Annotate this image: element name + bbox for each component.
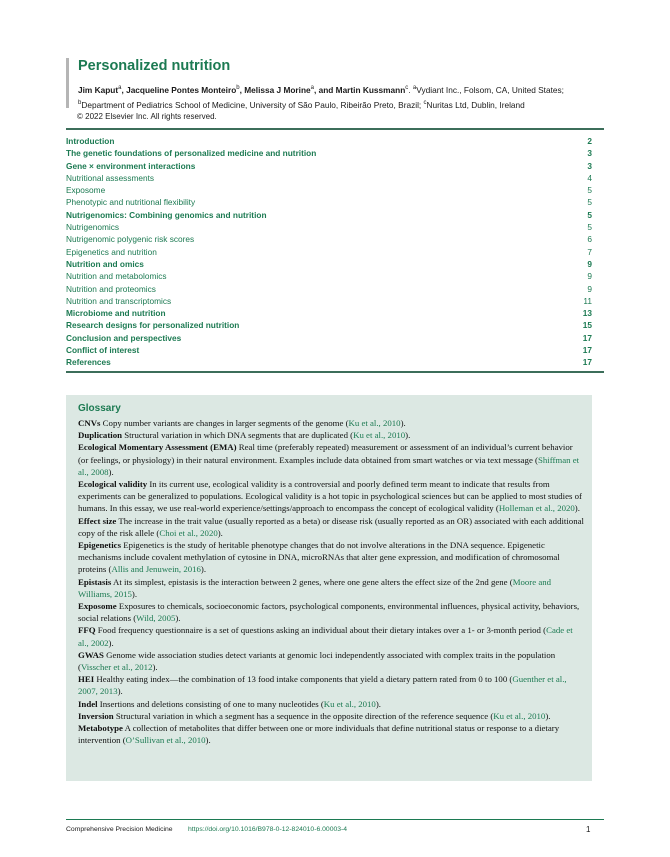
glossary-definition: Food frequency questionnaire is a set of questions asking an individual about their dietary intakes over a 1- or 3-month period ( <box>95 625 547 636</box>
glossary-entry <box>78 722 584 746</box>
citation-link[interactable]: Cade et al., 2002 <box>78 625 573 648</box>
citation-link[interactable]: Allis and Jenuwein, 2016 <box>111 564 201 575</box>
toc-entry[interactable] <box>66 172 592 184</box>
glossary-definition: A collection of metabolites that differ between one or more individuals that define nutritional status or response to a dietary intervention ( <box>78 723 560 746</box>
toc-entry[interactable] <box>66 270 592 282</box>
glossary-entry <box>78 673 584 697</box>
toc-entry-label: Nutrition and proteomics <box>66 283 156 294</box>
glossary-definition: Healthy eating index—the combination of 13 food intake components that yield a dietary pattern rated from 0 to 100 ( <box>94 674 513 685</box>
glossary-definition: Structural variation in which DNA segments that are duplicated ( <box>122 430 354 441</box>
toc-entry[interactable] <box>66 221 592 233</box>
toc-entry-label: Conclusion and perspectives <box>66 332 182 343</box>
doi-link[interactable]: https://doi.org/10.1016/B978-0-12-824010-6.00003-4 <box>188 826 348 833</box>
author-list <box>78 82 598 112</box>
glossary-term: Epigenetics <box>78 540 122 551</box>
citation-link[interactable]: Shiffman et al., 2008 <box>78 454 580 477</box>
toc-entry-page: 17 <box>582 345 592 356</box>
glossary-entry <box>78 539 584 576</box>
affiliation-mark: b <box>236 85 240 91</box>
toc-entry[interactable] <box>66 307 592 319</box>
glossary-definition: Exposures to chemicals, socioeconomic factors, psychological components, environmental influences, physical activity, behaviors, social relations ( <box>78 601 580 624</box>
toc-entry-page: 5 <box>587 197 592 208</box>
glossary-entry <box>78 698 584 710</box>
toc-entry-label: Phenotypic and nutritional flexibility <box>66 197 196 208</box>
toc-entry[interactable] <box>66 209 592 221</box>
toc-entry[interactable] <box>66 233 592 245</box>
affiliation-mark: b <box>78 99 82 106</box>
citation-link[interactable]: Visscher et al., 2012 <box>80 662 153 673</box>
glossary-definition-end: ). <box>405 430 411 441</box>
toc-entry-label: Nutrigenomics: Combining genomics and nutrition <box>66 209 267 220</box>
glossary-entry <box>78 710 584 722</box>
toc-bottom-rule <box>66 371 604 373</box>
toc-entry[interactable] <box>66 319 592 331</box>
affiliation-text: Department of Pediatrics School of Medicine, University of São Paulo, Ribeirão Preto, Brazil; <box>81 99 424 110</box>
glossary-definition: The increase in the trait value (usually reported as a beta) or disease risk (usually reported as an OR) associated with each additional copy of the risk allele ( <box>78 515 584 538</box>
affiliation-text: Nuritas Ltd, Dublin, Ireland <box>426 99 525 110</box>
toc-entry-label: Conflict of interest <box>66 345 140 356</box>
author-separator: , <box>239 84 245 95</box>
toc-entry-page: 4 <box>587 172 592 183</box>
toc-entry-page: 6 <box>587 234 592 245</box>
glossary-term: Inversion <box>78 710 114 721</box>
glossary-entry <box>78 600 584 624</box>
glossary-definition: Insertions and deletions consisting of one to many nucleotides ( <box>97 698 324 709</box>
toc-entry[interactable] <box>66 295 592 307</box>
glossary-definition-end: ). <box>200 564 207 575</box>
toc-entry-label: Nutrition and metabolomics <box>66 271 167 282</box>
toc-entry[interactable] <box>66 258 592 270</box>
affiliation-mark: a <box>310 85 314 91</box>
toc-entry[interactable] <box>66 147 592 159</box>
glossary-definition: Genome wide association studies detect variants at genomic loci independently associated with complex traits in the population ( <box>78 649 556 673</box>
glossary-term: Ecological validity <box>78 479 148 490</box>
toc-entry-page: 3 <box>587 160 592 171</box>
citation-link[interactable]: Choi et al., 2020 <box>159 527 218 538</box>
citation-link[interactable]: O’Sullivan et al., 2010 <box>125 735 206 746</box>
affiliation-mark: a <box>412 85 417 91</box>
toc-entry-page: 5 <box>587 209 592 220</box>
glossary-term: CNVs <box>78 418 101 428</box>
toc-entry-label: Epigenetics and nutrition <box>66 246 157 257</box>
toc-entry-page: 9 <box>587 283 592 294</box>
header-accent-bar <box>66 58 69 108</box>
citation-link[interactable]: Ku et al., 2010 <box>353 430 406 441</box>
toc-entry-page: 7 <box>587 246 592 257</box>
author-name: Jim Kaput <box>78 84 119 95</box>
copyright-notice: © 2022 Elsevier Inc. All rights reserved. <box>77 112 217 121</box>
page-number: 1 <box>586 825 591 834</box>
glossary-entry <box>78 649 584 673</box>
glossary-definition-end: ). <box>175 613 181 624</box>
citation-link[interactable]: Moore and Williams, 2015 <box>78 576 552 599</box>
toc-entry-page: 9 <box>587 271 592 282</box>
glossary-entry <box>78 441 584 478</box>
toc-entry-label: Nutrition and omics <box>66 258 144 269</box>
toc-entry[interactable] <box>66 283 592 295</box>
glossary-entries <box>78 417 584 746</box>
toc-entry-page: 5 <box>587 185 592 196</box>
glossary-term: HEI <box>78 674 95 685</box>
glossary-definition-end: ). <box>117 686 123 697</box>
affiliation-mark: c <box>423 99 427 106</box>
glossary-entry <box>78 624 584 648</box>
author-name: Melissa J Morine <box>244 84 311 95</box>
glossary-entry <box>78 417 584 429</box>
glossary-definition-end: ). <box>131 588 138 599</box>
glossary-term: Ecological Momentary Assessment (EMA) <box>78 442 237 453</box>
article-header <box>66 58 606 110</box>
toc-entry[interactable] <box>66 184 592 196</box>
glossary-term: Effect size <box>78 515 117 526</box>
toc-entry-label: Nutrigenomics <box>66 222 120 233</box>
toc-entry[interactable] <box>66 135 592 147</box>
toc-entry-label: Exposome <box>66 185 106 196</box>
toc-entry-page: 17 <box>582 332 592 343</box>
glossary-definition-end: ). <box>217 527 223 538</box>
toc-entry-label: Introduction <box>66 136 115 146</box>
glossary-definition-end: ). <box>108 637 114 648</box>
glossary-term: GWAS <box>78 649 104 660</box>
citation-link[interactable]: Ku et al., 2010 <box>323 698 376 709</box>
toc-entry-label: Gene × environment interactions <box>66 160 196 171</box>
glossary-definition: In its current use, ecological validity is a controversial and poorly defined term meant to indicate that results from experiments can be generalized to populations. Ecological validity is a hot topic in psychological sciences but can be applied to most studies of humans. In this essay, we use real-world experience/settings/approach to encompass the concept of ecological validity ( <box>78 479 582 514</box>
glossary-term: Epistasis <box>78 576 112 587</box>
citation-link[interactable]: Guenther et al., 2007, 2013 <box>78 674 567 697</box>
footer-rule <box>66 819 604 820</box>
journal-name: Comprehensive Precision Medicine <box>66 826 173 833</box>
toc-entry[interactable] <box>66 332 592 344</box>
glossary-definition-end: ). <box>375 698 381 709</box>
glossary-definition-end: ). <box>152 662 158 673</box>
glossary-title: Glossary <box>78 403 121 414</box>
glossary-definition-end: ). <box>574 503 580 514</box>
glossary-term: Exposome <box>78 601 117 612</box>
glossary-entry <box>78 576 584 600</box>
author-name: Martin Kussmann <box>335 84 406 95</box>
glossary-definition-end: ). <box>205 735 211 746</box>
glossary-definition: Structural variation in which a segment has a sequence in the opposite direction of the reference sequence ( <box>113 710 494 721</box>
citation-link[interactable]: Holleman et al., 2020 <box>498 503 575 514</box>
glossary-definition: Epigenetics is the study of heritable phenotype changes that do not involve alterations in the DNA sequence. Epigenetic mechanisms include covalent methylation of cytosine in DNA, microRNAs that alter gene expression, and modification of chromosomal proteins ( <box>78 540 560 575</box>
toc-entry-label: Nutrigenomic polygenic risk scores <box>66 234 195 245</box>
toc-entry[interactable] <box>66 160 592 172</box>
author-separator: . <box>408 84 413 95</box>
table-of-contents <box>66 135 592 369</box>
glossary-definition-end: ). <box>108 466 114 477</box>
affiliation-mark: a <box>118 85 122 91</box>
toc-entry-label: References <box>66 357 111 368</box>
affiliation-mark: c <box>405 85 409 91</box>
toc-entry-label: The genetic foundations of personalized medicine and nutrition <box>66 148 317 159</box>
glossary-entry <box>78 515 584 539</box>
toc-entry-page: 3 <box>587 148 592 159</box>
glossary-definition-end: ). <box>545 710 551 721</box>
citation-link[interactable]: Ku et al., 2010 <box>348 418 401 428</box>
toc-entry-page: 2 <box>587 136 592 146</box>
affiliation-text: Vydiant Inc., Folsom, CA, United States; <box>416 84 564 95</box>
article-title: Personalized nutrition <box>78 58 231 74</box>
toc-entry-page: 9 <box>587 258 592 269</box>
author-separator: , and <box>313 84 336 95</box>
glossary-entry <box>78 429 584 441</box>
glossary-definition-end: ). <box>400 418 406 428</box>
toc-entry[interactable] <box>66 356 592 368</box>
author-name: Jacqueline Pontes Monteiro <box>126 84 237 95</box>
citation-link[interactable]: Ku et al., 2010 <box>493 710 546 721</box>
author-separator: , <box>121 84 127 95</box>
glossary-definition: Real time (preferably repeated) measurement or assessment of an individual’s current behavior (or feelings, or physiology) in their natural environment. Examples include data obtained from smart watches or via text message ( <box>78 442 573 465</box>
glossary-term: FFQ <box>78 625 96 636</box>
glossary-definition: At its simplest, epistasis is the interaction between 2 genes, where one gene alters the effect size of the 2nd gene ( <box>111 576 513 587</box>
toc-entry-page: 5 <box>587 222 592 233</box>
citation-link[interactable]: Wild, 2005 <box>136 613 176 624</box>
glossary-term: Metabotype <box>78 723 123 734</box>
toc-entry-page: 11 <box>583 295 592 306</box>
toc-entry-page: 13 <box>582 308 592 319</box>
glossary-entry <box>78 478 584 515</box>
toc-entry-label: Nutrition and transcriptomics <box>66 295 172 306</box>
toc-entry-label: Nutritional assessments <box>66 172 155 183</box>
toc-entry[interactable] <box>66 196 592 208</box>
toc-entry-page: 15 <box>582 320 592 331</box>
toc-entry-label: Microbiome and nutrition <box>66 308 166 319</box>
toc-entry-label: Research designs for personalized nutrition <box>66 320 240 331</box>
glossary-box <box>66 395 592 781</box>
glossary-term: Indel <box>78 698 98 709</box>
toc-entry[interactable] <box>66 246 592 258</box>
glossary-term: Duplication <box>78 430 122 441</box>
glossary-definition: Copy number variants are changes in larger segments of the genome ( <box>100 418 349 428</box>
toc-top-rule <box>66 128 604 130</box>
toc-entry[interactable] <box>66 344 592 356</box>
toc-entry-page: 17 <box>582 357 592 368</box>
